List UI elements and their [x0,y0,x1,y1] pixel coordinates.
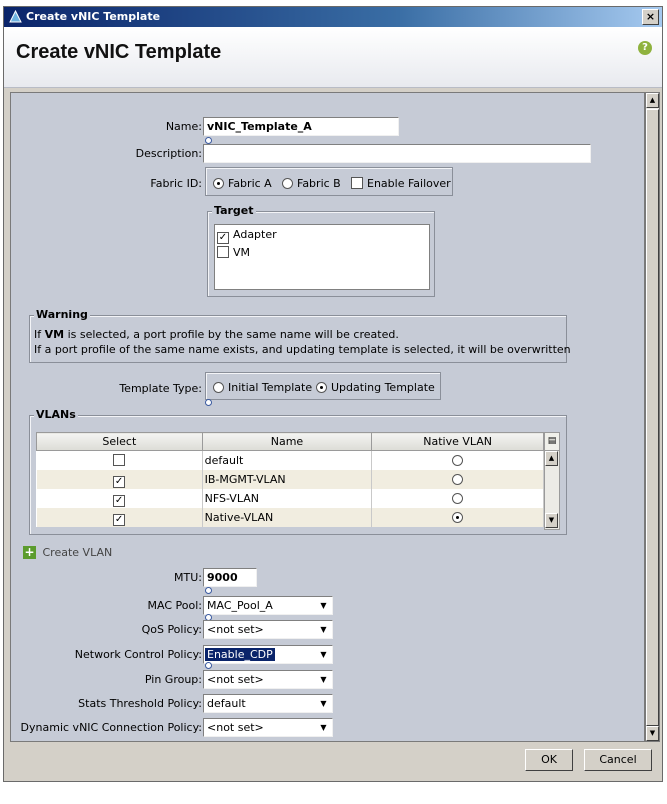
warning-line-1 [34,328,399,341]
fabric-a-label: Fabric A [228,177,272,190]
cancel-button[interactable]: Cancel [584,749,652,771]
select-cell [37,489,203,508]
warning-group [29,308,571,363]
checkbox-box: ✓ [218,232,228,243]
mac-pool-value: MAC_Pool_A [207,599,273,612]
form-scrollbar[interactable] [645,92,660,742]
column-header-select[interactable]: Select [37,433,203,451]
fabric-a-radio[interactable] [213,177,272,190]
info-icon [205,137,212,144]
ok-button[interactable]: OK [525,749,573,771]
table-header-row [37,433,544,451]
native-vlan-radio[interactable] [452,474,463,485]
info-icon [205,399,212,406]
vlans-group [29,408,567,535]
scroll-down-button[interactable]: ▼ [545,513,558,528]
radio-dot [213,382,224,393]
warning-vm-text: VM [44,328,65,341]
target-adapter-checkbox[interactable] [217,228,277,244]
vlan-name-cell: NFS-VLAN [202,489,372,508]
target-list [214,224,430,290]
vlans-scrollbar[interactable] [544,432,560,530]
plus-icon: + [24,545,35,559]
table-row[interactable] [37,451,544,471]
native-cell [372,489,544,508]
mac-pool-select[interactable] [203,596,333,615]
create-vlan-label: Create VLAN [42,546,113,559]
window-title: Create vNIC Template [26,10,161,23]
column-chooser-icon[interactable]: ▤ [545,433,559,451]
warning-legend: Warning [36,308,88,321]
scroll-up-button[interactable]: ▲ [545,451,558,466]
pin-group-value: <not set> [207,673,264,686]
title-bar [4,7,662,27]
dynamic-vnic-connection-policy-label: Dynamic vNIC Connection Policy: [20,721,202,734]
dynamic-vnic-connection-policy-select[interactable] [203,718,333,737]
select-cell [37,470,203,489]
page-title: Create vNIC Template [16,41,222,63]
radio-dot [282,178,293,189]
dynamic-vnic-connection-policy-value: <not set> [207,721,264,734]
select-checkbox[interactable]: ✓ [114,513,124,525]
fabric-id-label: Fabric ID: [150,177,202,190]
close-button[interactable]: × [642,9,659,25]
chevron-down-icon: ▼ [315,719,332,736]
fabric-b-radio[interactable] [282,177,341,190]
native-vlan-radio[interactable] [452,512,463,523]
stats-threshold-policy-select[interactable] [203,694,333,713]
vlans-table [36,432,544,527]
native-cell [372,451,544,471]
dialog-header [4,27,662,88]
create-vlan-button[interactable] [23,546,112,559]
mtu-label: MTU: [174,571,202,584]
table-row[interactable] [37,489,544,508]
initial-template-radio[interactable] [213,381,312,394]
enable-failover-label: Enable Failover [367,177,451,190]
target-vm-checkbox[interactable] [217,246,250,259]
select-cell [37,451,203,471]
native-cell [372,508,544,527]
native-vlan-radio[interactable] [452,493,463,504]
fabric-b-label: Fabric B [297,177,341,190]
chevron-down-icon: ▼ [315,646,332,663]
column-header-name[interactable]: Name [202,433,372,451]
target-vm-label: VM [233,246,251,259]
vlan-name-cell: IB-MGMT-VLAN [202,470,372,489]
stats-threshold-policy-label: Stats Threshold Policy: [78,697,202,710]
checkbox-box [217,246,229,258]
scroll-thumb[interactable] [646,109,659,726]
native-vlan-radio[interactable] [452,455,463,466]
dialog-window [3,6,663,782]
target-adapter-label: Adapter [233,228,277,241]
chevron-down-icon: ▼ [315,695,332,712]
select-cell [37,508,203,527]
vlan-name-cell: Native-VLAN [202,508,372,527]
description-input[interactable] [203,144,591,163]
radio-dot [213,178,224,189]
warning-line-2: If a port profile of the same name exists, and updating template is selected, it will be overwritten [34,343,571,356]
fabric-id-group [205,167,453,196]
select-checkbox[interactable] [113,454,125,466]
description-label: Description: [135,147,202,160]
ucs-manager-icon [9,10,22,23]
network-control-policy-label: Network Control Policy: [74,648,202,661]
help-icon[interactable]: ? [638,41,652,55]
template-type-label: Template Type: [119,382,202,395]
network-control-policy-select[interactable] [203,645,333,664]
chevron-down-icon: ▼ [315,621,332,638]
initial-template-label: Initial Template [228,381,313,394]
warning-text: is selected, a port profile by the same name will be created. [64,328,399,341]
select-checkbox[interactable]: ✓ [114,494,124,506]
qos-policy-select[interactable] [203,620,333,639]
pin-group-label: Pin Group: [144,673,202,686]
scroll-up-button[interactable]: ▲ [646,93,659,108]
info-icon [205,662,212,669]
radio-dot [316,382,327,393]
qos-policy-label: QoS Policy: [141,623,202,636]
mtu-input[interactable]: 9000 [203,568,257,587]
stats-threshold-policy-value: default [207,697,246,710]
enable-failover-checkbox[interactable] [351,177,451,190]
scroll-down-button[interactable]: ▼ [646,726,659,741]
template-type-group [205,372,441,400]
vlans-legend: VLANs [36,408,76,421]
pin-group-select[interactable] [203,670,333,689]
chevron-down-icon: ▼ [315,671,332,688]
select-checkbox[interactable]: ✓ [114,475,124,487]
name-label: Name: [165,120,202,133]
name-input[interactable]: vNIC_Template_A [203,117,399,136]
qos-policy-value: <not set> [207,623,264,636]
info-icon [205,587,212,594]
target-legend: Target [214,204,254,217]
table-row[interactable] [37,508,544,527]
checkbox-box [351,177,363,189]
network-control-policy-value: Enable_CDP [207,648,273,661]
chevron-down-icon: ▼ [315,597,332,614]
mac-pool-label: MAC Pool: [147,599,202,612]
target-group [207,204,435,297]
form-panel [10,92,645,742]
updating-template-radio[interactable] [316,381,435,394]
warning-text: If [34,328,45,341]
native-cell [372,470,544,489]
table-row[interactable] [37,470,544,489]
vlan-name-cell: default [202,451,372,471]
column-header-native-vlan[interactable]: Native VLAN [372,433,544,451]
updating-template-label: Updating Template [331,381,435,394]
